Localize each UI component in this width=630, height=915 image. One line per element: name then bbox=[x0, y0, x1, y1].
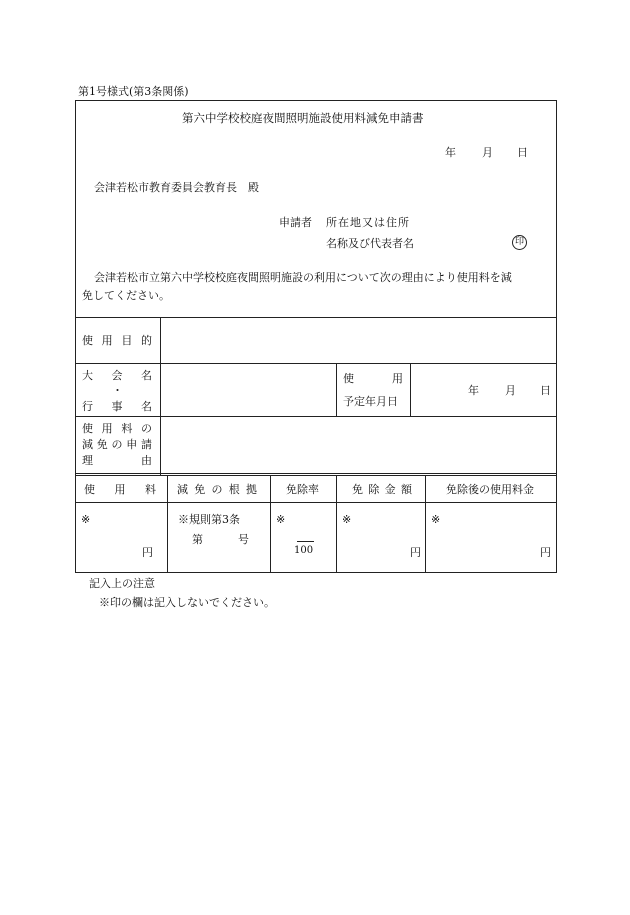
date-month: 月 bbox=[482, 146, 493, 159]
basis-article: 第 bbox=[192, 533, 203, 546]
grid-line bbox=[270, 475, 271, 573]
amount-yen: 円 bbox=[410, 546, 421, 559]
fee-yen: 円 bbox=[142, 546, 153, 559]
reason-label-line3: 理 由 bbox=[82, 454, 152, 467]
notes-item: ※印の欄は記入しないでください。 bbox=[99, 596, 275, 609]
reason-label-line2: 減 免 の 申 請 bbox=[82, 438, 152, 451]
applicant-name-label: 名称及び代表者名 bbox=[326, 237, 414, 250]
fee-header: 使 用 料 bbox=[84, 483, 156, 496]
rate-denominator: 100 bbox=[294, 545, 314, 556]
body-text-line1: 会津若松市立第六中学校校庭夜間照明施設の利用について次の理由により使用料を減 bbox=[94, 271, 512, 284]
applicant-address-label: 所在地又は住所 bbox=[326, 216, 410, 229]
basis-item: 号 bbox=[238, 533, 249, 546]
grid-line bbox=[410, 363, 411, 416]
event-name-label: 大 会 名 bbox=[82, 369, 152, 382]
basis-rule: ※規則第3条 bbox=[178, 513, 240, 526]
event-separator: ・ bbox=[112, 384, 123, 397]
grid-line bbox=[75, 317, 557, 318]
amount-mark: ※ bbox=[342, 513, 352, 526]
after-fee-mark: ※ bbox=[431, 513, 441, 526]
use-date-year: 年 bbox=[468, 384, 479, 397]
date-day: 日 bbox=[517, 146, 528, 159]
grid-line bbox=[336, 363, 337, 416]
grid-line bbox=[75, 416, 557, 417]
fraction-line bbox=[297, 541, 314, 542]
purpose-label: 使 用 目 的 bbox=[82, 334, 152, 347]
use-date-label: 使 用 bbox=[343, 372, 403, 385]
grid-line bbox=[75, 502, 557, 503]
grid-line bbox=[75, 473, 557, 474]
basis-header: 減 免 の 根 拠 bbox=[177, 483, 257, 496]
grid-line bbox=[167, 475, 168, 573]
use-date-sublabel: 予定年月日 bbox=[343, 395, 398, 408]
grid-line bbox=[75, 363, 557, 364]
rate-header: 免除率 bbox=[286, 483, 319, 496]
rate-mark: ※ bbox=[276, 513, 286, 526]
reason-label-line1: 使 用 料 の bbox=[82, 422, 152, 435]
form-number: 第1号様式(第3条関係) bbox=[78, 85, 189, 98]
use-date-month: 月 bbox=[505, 384, 516, 397]
grid-line bbox=[75, 475, 557, 476]
event-activity-label: 行 事 名 bbox=[82, 400, 152, 413]
applicant-label: 申請者 bbox=[279, 216, 312, 229]
seal-icon: 印 bbox=[512, 235, 527, 250]
notes-heading: 記入上の注意 bbox=[89, 577, 155, 590]
grid-line bbox=[336, 475, 337, 573]
after-fee-yen: 円 bbox=[540, 546, 551, 559]
grid-line bbox=[425, 475, 426, 573]
after-fee-header: 免除後の使用料金 bbox=[446, 483, 534, 496]
grid-line bbox=[160, 317, 161, 475]
fee-mark: ※ bbox=[81, 513, 91, 526]
use-date-day: 日 bbox=[540, 384, 551, 397]
date-year: 年 bbox=[445, 146, 456, 159]
addressee: 会津若松市教育委員会教育長 殿 bbox=[94, 181, 259, 194]
amount-header: 免 除 金 額 bbox=[352, 483, 412, 496]
form-title: 第六中学校校庭夜間照明施設使用料減免申請書 bbox=[182, 111, 424, 125]
body-text-line2: 免してください。 bbox=[82, 289, 170, 302]
